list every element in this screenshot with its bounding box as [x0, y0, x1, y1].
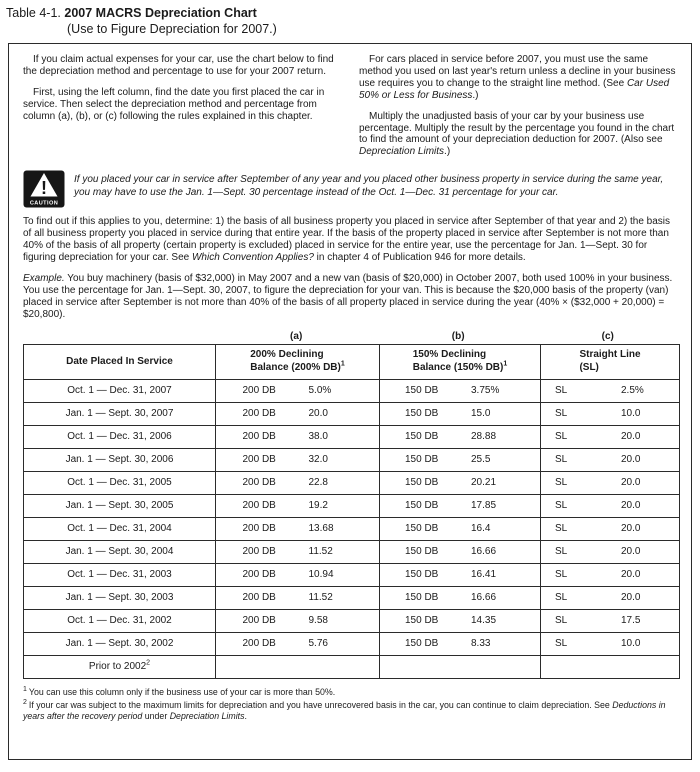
table-row — [24, 494, 680, 517]
db200-cell — [216, 655, 380, 678]
db200-cell: 200 DB 9.58 — [216, 609, 380, 632]
caution-note — [23, 170, 677, 208]
db150-cell: 150 DB 16.4 — [380, 517, 541, 540]
applies-paragraph: To find out if this applies to you, determine: 1) the basis of all business property you placed in service after September of that year and 2) the basis of all business property you placed in service during that entire year. If the basis of the property placed in service after September is not more than 40% of the basis of all property (certain property is excluded) placed in service for the entire year, use the percentage for Jan. 1—Sept. 30 for figuring depreciation for your car. See Which Convention Applies? in chapter 4 of Publication 946 for more details. — [23, 216, 671, 263]
column-letter-a: (a) — [290, 330, 303, 342]
intro-right-column — [359, 54, 677, 167]
db200-cell: 200 DB 38.0 — [216, 425, 380, 448]
footnotes-section — [23, 687, 677, 722]
table-title — [0, 0, 700, 37]
header-date-placed-in-service: Date Placed In Service — [24, 344, 216, 379]
date-placed-cell: Oct. 1 — Dec. 31, 2002 — [24, 609, 216, 632]
table-row — [24, 563, 680, 586]
intro-paragraph: If you claim actual expenses for your car, use the chart below to find the depreciation method and percentage to use for your 2007 return. — [23, 54, 334, 77]
intro-paragraph: For cars placed in service before 2007, you must use the same method you used on last year's return unless a decline in your business use requires you to change to the straight line method. (See Car Used 50% or Less for Business.) — [359, 54, 676, 101]
sl-cell: SL 20.0 — [541, 425, 680, 448]
sl-cell: SL 20.0 — [541, 471, 680, 494]
table-row — [24, 517, 680, 540]
table-row — [24, 586, 680, 609]
table-header-row — [24, 344, 680, 379]
date-placed-cell: Oct. 1 — Dec. 31, 2006 — [24, 425, 216, 448]
db150-cell: 150 DB 3.75% — [380, 379, 541, 402]
depreciation-table — [23, 344, 680, 679]
table-row — [24, 425, 680, 448]
sl-cell: SL 20.0 — [541, 494, 680, 517]
table-row — [24, 448, 680, 471]
db200-cell: 200 DB 32.0 — [216, 448, 380, 471]
table-row — [24, 655, 680, 678]
db150-cell: 150 DB 20.21 — [380, 471, 541, 494]
date-placed-cell: Oct. 1 — Dec. 31, 2004 — [24, 517, 216, 540]
header-200-declining-balance: 200% Declining Balance (200% DB)$^1$ — [216, 344, 380, 379]
chart-container — [8, 43, 692, 760]
db150-cell: 150 DB 17.85 — [380, 494, 541, 517]
column-letter-row — [23, 331, 677, 343]
table-title-sub: (Use to Figure Depreciation for 2007.) — [67, 21, 277, 36]
sl-cell: SL 20.0 — [541, 448, 680, 471]
sl-cell: SL 20.0 — [541, 586, 680, 609]
sl-cell — [541, 655, 680, 678]
db200-cell: 200 DB 22.8 — [216, 471, 380, 494]
db200-cell: 200 DB 20.0 — [216, 402, 380, 425]
table-title-line1 — [6, 6, 700, 22]
db150-cell: 150 DB 16.66 — [380, 586, 541, 609]
db200-cell: 200 DB 5.0% — [216, 379, 380, 402]
intro-paragraph: Multiply the unadjusted basis of your car by your business use percentage. Multiply the result by the percentage you found in the chart to find the amount of your depreciation deduction for 2007. (Also see Depreciation Limits.) — [359, 110, 675, 158]
svg-text:!: ! — [41, 178, 47, 199]
column-letter-b: (b) — [451, 330, 465, 342]
db150-cell: 150 DB 15.0 — [380, 402, 541, 425]
column-letter-c: (c) — [601, 330, 614, 342]
sl-cell: SL 17.5 — [541, 609, 680, 632]
depreciation-table-section — [23, 331, 677, 679]
date-placed-cell: Oct. 1 — Dec. 31, 2003 — [24, 563, 216, 586]
db150-cell: 150 DB 16.41 — [380, 563, 541, 586]
svg-text:CAUTION: CAUTION — [29, 200, 59, 207]
sl-cell: SL 20.0 — [541, 540, 680, 563]
date-placed-cell: Jan. 1 — Sept. 30, 2005 — [24, 494, 216, 517]
table-row — [24, 632, 680, 655]
table-title-prefix: Table 4-1. — [6, 6, 61, 20]
caution-text: If you placed your car in service after September of any year and you placed other business property in service during the same year, you may have to use the Jan. 1—Sept. 30 percentage instead of the Oct. 1—Dec. 31 percentage for your car. — [74, 174, 664, 198]
table-row — [24, 540, 680, 563]
header-150-declining-balance: 150% Declining Balance (150% DB)$^1$ — [380, 344, 541, 379]
db150-cell: 150 DB 14.35 — [380, 609, 541, 632]
date-placed-cell: Jan. 1 — Sept. 30, 2006 — [24, 448, 216, 471]
table-row — [24, 379, 680, 402]
intro-left-column — [23, 54, 341, 167]
db200-cell: 200 DB 13.68 — [216, 517, 380, 540]
date-placed-cell: Jan. 1 — Sept. 30, 2004 — [24, 540, 216, 563]
caution-icon — [23, 170, 65, 208]
date-placed-cell: Jan. 1 — Sept. 30, 2007 — [24, 402, 216, 425]
intro-section — [23, 54, 677, 167]
db200-cell: 200 DB 19.2 — [216, 494, 380, 517]
date-placed-cell: Oct. 1 — Dec. 31, 2005 — [24, 471, 216, 494]
db200-cell: 200 DB 11.52 — [216, 540, 380, 563]
footnote-2: $^2$ If your car was subject to the maximum limits for depreciation and you have unrecovered basis in the car, you can continue to claim depreciation. See Deductions in years after the recovery period under Depreciation Limits. — [23, 698, 666, 721]
table-row — [24, 402, 680, 425]
intro-paragraph: First, using the left column, find the date you first placed the car in service. Then select the depreciation method and percentage from column (a), (b), or (c) following the rules explained in this chapter. — [23, 86, 325, 122]
table-row — [24, 471, 680, 494]
db200-cell: 200 DB 11.52 — [216, 586, 380, 609]
date-placed-cell: Oct. 1 — Dec. 31, 2007 — [24, 379, 216, 402]
sl-cell: SL 20.0 — [541, 563, 680, 586]
header-straight-line: Straight Line (SL) — [541, 344, 680, 379]
date-placed-cell: Jan. 1 — Sept. 30, 2002 — [24, 632, 216, 655]
example-paragraph: Example. You buy machinery (basis of $32,000) in May 2007 and a new van (basis of $20,000) in October 2007, both used 100% in your business. You use the percentage for Jan. 1—Sept. 30, 2007, to figure the depreciation for your van. This is because the $20,000 basis of the property (van) placed in service after September is not more than 40% of the basis of all property placed in service during the year (40% × ($32,000 + 20,000) = $20,800). — [23, 272, 673, 320]
sl-cell: SL 20.0 — [541, 517, 680, 540]
table-row — [24, 609, 680, 632]
column-letter-spacer — [23, 331, 214, 343]
date-placed-cell: Jan. 1 — Sept. 30, 2003 — [24, 586, 216, 609]
db150-cell: 150 DB 28.88 — [380, 425, 541, 448]
db150-cell: 150 DB 8.33 — [380, 632, 541, 655]
sl-cell: SL 10.0 — [541, 402, 680, 425]
db150-cell: 150 DB 25.5 — [380, 448, 541, 471]
db150-cell — [380, 655, 541, 678]
date-placed-cell: Prior to 2002$^2$ — [24, 655, 216, 678]
sl-cell: SL 10.0 — [541, 632, 680, 655]
table-title-main: 2007 MACRS Depreciation Chart — [64, 6, 257, 20]
sl-cell: SL 2.5% — [541, 379, 680, 402]
db150-cell: 150 DB 16.66 — [380, 540, 541, 563]
footnote-1: $^1$ You can use this column only if the business use of your car is more than 50%. — [23, 685, 336, 697]
db200-cell: 200 DB 5.76 — [216, 632, 380, 655]
db200-cell: 200 DB 10.94 — [216, 563, 380, 586]
